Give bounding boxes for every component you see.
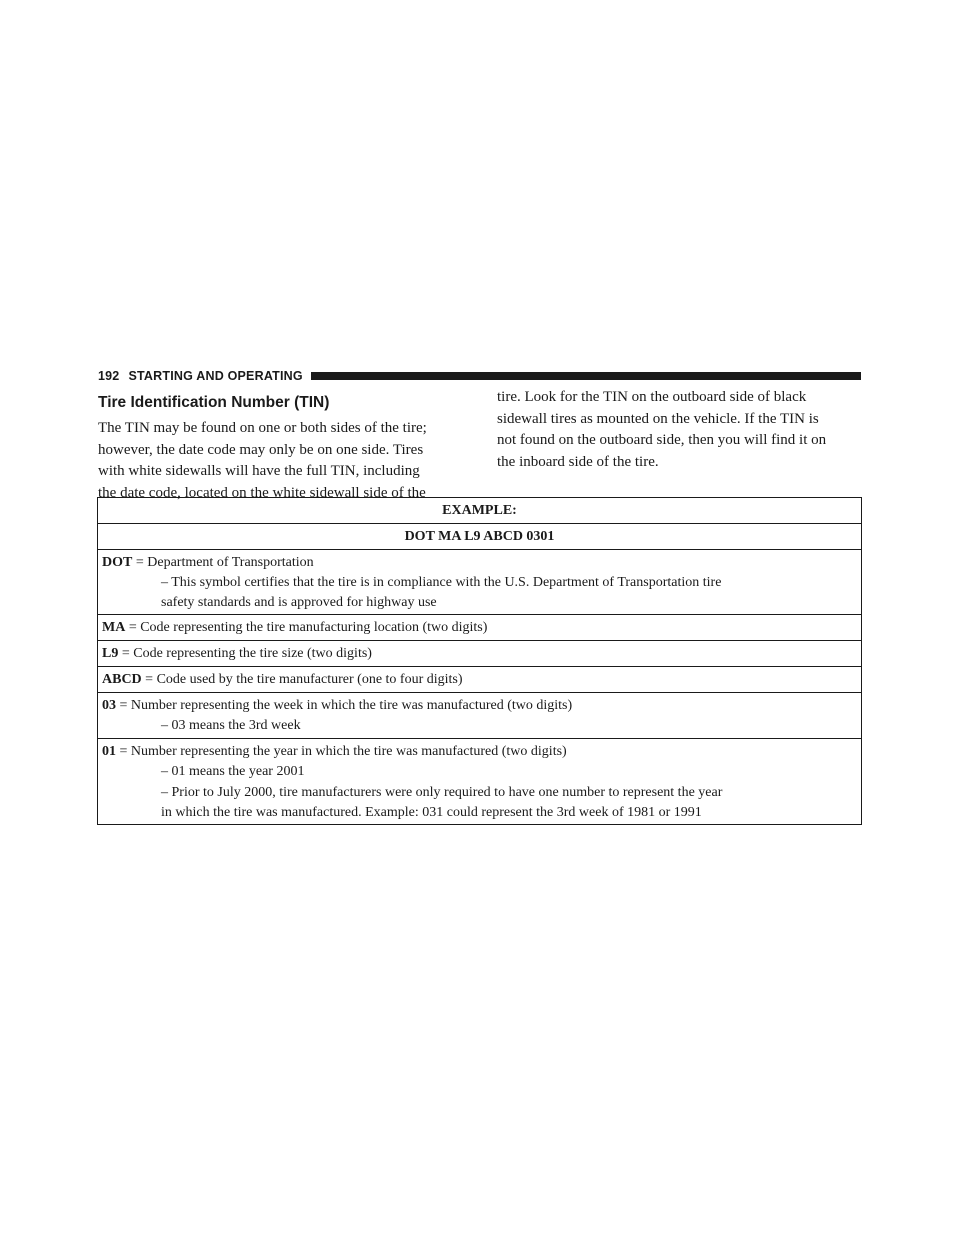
table-row [98,615,862,641]
table-heading: EXAMPLE: [98,498,862,524]
page-number: 192 [98,369,120,383]
table-row [98,667,862,693]
table-cell [98,615,862,641]
code-note: – 01 means the year 2001 [161,763,305,779]
table-cell [98,693,862,739]
code-description: = Code used by the tire manufacturer (one to four digits) [141,672,463,687]
code-label: DOT [102,555,133,570]
body-line: sidewall tires as mounted on the vehicle. If the TIN is [497,410,819,427]
code-label: 01 [102,743,116,759]
table-row [98,550,862,615]
table-row [98,524,862,550]
body-line: the inboard side of the tire. [497,453,659,470]
code-label: MA [102,620,126,635]
header-rule [311,372,861,380]
example-tin: DOT MA L9 ABCD 0301 [98,524,862,550]
code-description: = Code representing the tire size (two digits) [118,646,372,661]
code-note: – Prior to July 2000, tire manufacturers were only required to have one number to represent the year [161,785,723,800]
table-cell [98,667,862,693]
body-text-left-column [98,418,461,504]
body-line: the date code, located on the white sidewall side of the [98,484,426,501]
code-description: = Number representing the week in which the tire was manufactured (two digits) [116,698,573,713]
code-note: in which the tire was manufactured. Example: 031 could represent the 3rd week of 1981 or 1991 [161,804,702,820]
table-row [98,693,862,739]
table-row [98,641,862,667]
section-title: Tire Identification Number (TIN) [98,394,330,411]
table-cell [98,641,862,667]
table-cell [98,738,862,825]
body-line: tire. Look for the TIN on the outboard side of black [497,389,807,405]
body-line: with white sidewalls will have the full TIN, including [98,463,420,479]
code-description: = Department of Transportation [132,555,314,570]
table-row [98,738,862,825]
code-label: 03 [102,698,116,713]
code-description: = Number representing the year in which the tire was manufactured (two digits) [116,743,567,759]
body-line: The TIN may be found on one or both sides of the tire; [98,420,427,436]
code-description: = Code representing the tire manufacturing location (two digits) [125,620,488,635]
code-label: ABCD [102,672,142,687]
body-line: however, the date code may only be on one side. Tires [98,441,424,458]
section-name: STARTING AND OPERATING [128,369,303,383]
code-note: – 03 means the 3rd week [161,718,301,733]
code-label: L9 [102,646,119,661]
table-cell [98,550,862,615]
body-text-right-column [497,387,861,473]
page-header [98,369,861,383]
body-line: not found on the outboard side, then you will find it on [497,432,827,448]
tin-example-table [97,497,862,825]
code-note: safety standards and is approved for highway use [161,594,437,610]
code-note: – This symbol certifies that the tire is in compliance with the U.S. Department of Transportation tire [161,575,722,590]
table-row [98,498,862,524]
